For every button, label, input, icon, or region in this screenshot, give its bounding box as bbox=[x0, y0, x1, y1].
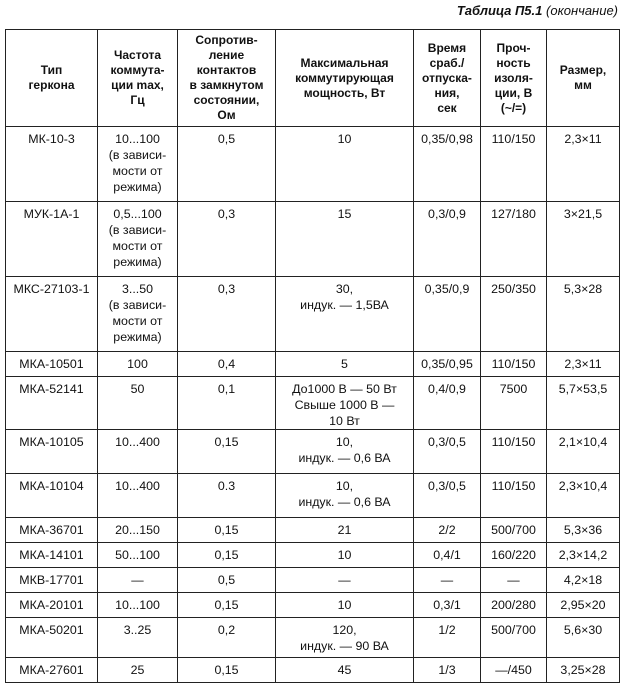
cell-time: 0,35/0,95 bbox=[414, 352, 481, 377]
cell-power bbox=[276, 593, 414, 618]
cell-insulation: 160/220 bbox=[481, 543, 547, 568]
table-row bbox=[6, 518, 620, 543]
cell-frequency bbox=[98, 658, 178, 683]
cell-frequency bbox=[98, 277, 178, 352]
table-row bbox=[6, 543, 620, 568]
header-power bbox=[276, 30, 414, 127]
cell-size: 2,1×10,4 bbox=[547, 430, 620, 474]
cell-time: 0,35/0,98 bbox=[414, 127, 481, 202]
cell-power bbox=[276, 277, 414, 352]
cell-power-line: 21 bbox=[337, 523, 352, 537]
header-line: ции max, bbox=[111, 78, 164, 92]
reed-switch-table bbox=[5, 29, 620, 683]
header-line: Время bbox=[427, 40, 467, 55]
cell-power-line: — bbox=[338, 573, 351, 587]
cell-size: 2,3×14,2 bbox=[547, 543, 620, 568]
cell-power bbox=[276, 618, 414, 658]
cell-resistance: 0,15 bbox=[178, 430, 276, 474]
cell-insulation: — bbox=[481, 568, 547, 593]
cell-time: 0,3/0,5 bbox=[414, 474, 481, 518]
cell-time: 0,4/1 bbox=[414, 543, 481, 568]
cell-size: 5,3×28 bbox=[547, 277, 620, 352]
cell-resistance: 0,1 bbox=[178, 377, 276, 430]
cell-power-line: 10 Вт bbox=[329, 414, 360, 428]
cell-frequency-line: 10...100 bbox=[115, 132, 160, 146]
header-size bbox=[547, 30, 620, 127]
cell-insulation: 500/700 bbox=[481, 618, 547, 658]
cell-power-line: 15 bbox=[337, 207, 352, 221]
cell-power-line: До1000 В — 50 Вт bbox=[292, 382, 397, 396]
table-row bbox=[6, 618, 620, 658]
cell-power-line: 10 bbox=[337, 132, 352, 146]
cell-frequency-line: 10...400 bbox=[115, 479, 160, 493]
cell-frequency-line: 10...400 bbox=[115, 435, 160, 449]
cell-type: МК-10-3 bbox=[6, 127, 98, 202]
header-row bbox=[6, 30, 620, 127]
cell-time: 1/3 bbox=[414, 658, 481, 683]
cell-type: МКА-20101 bbox=[6, 593, 98, 618]
cell-resistance: 0,15 bbox=[178, 518, 276, 543]
table-row bbox=[6, 568, 620, 593]
cell-insulation: 110/150 bbox=[481, 474, 547, 518]
cell-type: МКА-10104 bbox=[6, 474, 98, 518]
cell-frequency-line: 3...50 bbox=[121, 282, 153, 296]
header-line: Тип bbox=[40, 63, 63, 77]
cell-frequency bbox=[98, 593, 178, 618]
header-line: в замкнутом bbox=[189, 78, 264, 92]
table-caption bbox=[457, 3, 618, 18]
header-line: контактов bbox=[196, 63, 257, 77]
header-line: коммута- bbox=[110, 63, 165, 77]
cell-size: 2,3×11 bbox=[547, 127, 620, 202]
cell-frequency-line: мости от bbox=[112, 239, 163, 253]
cell-power bbox=[276, 658, 414, 683]
cell-insulation: —/450 bbox=[481, 658, 547, 683]
header-line: Размер, bbox=[559, 63, 607, 77]
header-type bbox=[6, 30, 98, 127]
cell-power-line: индук. — 90 ВА bbox=[300, 639, 389, 653]
header-line: геркона bbox=[28, 78, 75, 92]
cell-power-line: 120, bbox=[332, 623, 357, 637]
cell-time: 0,3/1 bbox=[414, 593, 481, 618]
cell-power bbox=[276, 474, 414, 518]
cell-size: 4,2×18 bbox=[547, 568, 620, 593]
cell-frequency-line: (в зависи- bbox=[108, 223, 167, 237]
cell-frequency bbox=[98, 377, 178, 430]
cell-frequency-line: 50 bbox=[130, 382, 145, 396]
cell-size: 2,95×20 bbox=[547, 593, 620, 618]
cell-type: МКА-27601 bbox=[6, 658, 98, 683]
cell-power bbox=[276, 543, 414, 568]
cell-frequency-line: 10...100 bbox=[115, 598, 160, 612]
cell-type: МКА-10105 bbox=[6, 430, 98, 474]
cell-frequency-line: 20...150 bbox=[115, 523, 160, 537]
header-line: ление bbox=[208, 48, 245, 62]
header-line: мм bbox=[574, 78, 592, 92]
caption-note: (окончание) bbox=[546, 3, 618, 18]
cell-power-line: 10 bbox=[337, 548, 352, 562]
cell-insulation: 110/150 bbox=[481, 127, 547, 202]
table-row bbox=[6, 658, 620, 683]
cell-insulation: 250/350 bbox=[481, 277, 547, 352]
header-resistance bbox=[178, 30, 276, 127]
header-time bbox=[414, 30, 481, 127]
cell-insulation: 500/700 bbox=[481, 518, 547, 543]
cell-frequency-line: 100 bbox=[127, 357, 148, 371]
cell-power-line: 30, bbox=[335, 282, 354, 296]
cell-power bbox=[276, 568, 414, 593]
cell-type: МКА-10501 bbox=[6, 352, 98, 377]
cell-power-line: индук. — 1,5ВА bbox=[300, 298, 389, 312]
cell-frequency-line: — bbox=[131, 573, 144, 587]
cell-size: 5,6×30 bbox=[547, 618, 620, 658]
header-line: Гц bbox=[130, 93, 145, 107]
cell-frequency-line: режима) bbox=[113, 255, 162, 269]
cell-size: 5,3×36 bbox=[547, 518, 620, 543]
header-insulation bbox=[481, 30, 547, 127]
cell-power bbox=[276, 202, 414, 277]
cell-frequency-line: (в зависи- bbox=[108, 298, 167, 312]
header-line: Максимальная bbox=[300, 55, 389, 70]
cell-resistance: 0,15 bbox=[178, 593, 276, 618]
cell-power bbox=[276, 518, 414, 543]
cell-frequency bbox=[98, 474, 178, 518]
cell-frequency bbox=[98, 352, 178, 377]
header-line: сраб./ bbox=[429, 55, 465, 70]
cell-frequency-line: 25 bbox=[130, 663, 145, 677]
cell-size: 2,3×10,4 bbox=[547, 474, 620, 518]
cell-frequency-line: мости от bbox=[112, 314, 163, 328]
cell-type: МКВ-17701 bbox=[6, 568, 98, 593]
cell-type: МКА-50201 bbox=[6, 618, 98, 658]
cell-resistance: 0.3 bbox=[178, 474, 276, 518]
header-line: сек bbox=[437, 100, 457, 115]
header-line: ции, В bbox=[494, 85, 533, 100]
cell-resistance: 0,5 bbox=[178, 127, 276, 202]
cell-power-line: 10 bbox=[337, 598, 352, 612]
table-row bbox=[6, 277, 620, 352]
cell-frequency-line: 0,5...100 bbox=[113, 207, 162, 221]
cell-power bbox=[276, 352, 414, 377]
header-frequency bbox=[98, 30, 178, 127]
cell-insulation: 110/150 bbox=[481, 430, 547, 474]
header-line: Частота bbox=[113, 48, 162, 62]
table-body bbox=[6, 127, 620, 683]
header-line: Сопротив- bbox=[195, 33, 258, 47]
cell-resistance: 0,4 bbox=[178, 352, 276, 377]
cell-frequency-line: 3..25 bbox=[123, 623, 152, 637]
table-row bbox=[6, 593, 620, 618]
cell-frequency bbox=[98, 127, 178, 202]
cell-resistance: 0,3 bbox=[178, 202, 276, 277]
cell-size: 3,25×28 bbox=[547, 658, 620, 683]
cell-resistance: 0,15 bbox=[178, 658, 276, 683]
cell-power-line: 10, bbox=[335, 435, 354, 449]
cell-resistance: 0,15 bbox=[178, 543, 276, 568]
cell-frequency bbox=[98, 518, 178, 543]
cell-power bbox=[276, 430, 414, 474]
table-row bbox=[6, 377, 620, 430]
cell-power-line: 5 bbox=[341, 357, 348, 371]
cell-power bbox=[276, 127, 414, 202]
cell-time: — bbox=[414, 568, 481, 593]
cell-frequency bbox=[98, 430, 178, 474]
cell-resistance: 0,3 bbox=[178, 277, 276, 352]
cell-time: 0,3/0,9 bbox=[414, 202, 481, 277]
cell-power-line: 45 bbox=[337, 663, 352, 677]
cell-time: 0,3/0,5 bbox=[414, 430, 481, 474]
caption-title: Таблица П5.1 bbox=[456, 3, 543, 18]
cell-frequency-line: (в зависи- bbox=[108, 148, 167, 162]
cell-type: МКА-52141 bbox=[6, 377, 98, 430]
cell-frequency bbox=[98, 618, 178, 658]
cell-insulation: 200/280 bbox=[481, 593, 547, 618]
cell-power-line: индук. — 0,6 ВА bbox=[298, 451, 391, 465]
cell-size: 3×21,5 bbox=[547, 202, 620, 277]
table-row bbox=[6, 474, 620, 518]
table-row bbox=[6, 430, 620, 474]
cell-power-line: индук. — 0,6 ВА bbox=[298, 495, 391, 509]
cell-frequency bbox=[98, 568, 178, 593]
cell-insulation: 127/180 bbox=[481, 202, 547, 277]
header-line: (~/=) bbox=[500, 100, 527, 115]
header-line: отпуска- bbox=[422, 70, 472, 85]
table-row bbox=[6, 352, 620, 377]
header-line: мощность, Вт bbox=[303, 85, 386, 100]
cell-type: МКС-27103-1 bbox=[6, 277, 98, 352]
header-line: Ом bbox=[217, 108, 236, 122]
header-line: Проч- bbox=[496, 40, 531, 55]
header-line: ния, bbox=[434, 85, 460, 100]
cell-frequency bbox=[98, 543, 178, 568]
cell-type: МУК-1А-1 bbox=[6, 202, 98, 277]
cell-type: МКА-36701 bbox=[6, 518, 98, 543]
header-line: изоля- bbox=[494, 70, 533, 85]
cell-size: 2,3×11 bbox=[547, 352, 620, 377]
table-row bbox=[6, 202, 620, 277]
cell-frequency-line: 50...100 bbox=[115, 548, 160, 562]
cell-frequency bbox=[98, 202, 178, 277]
cell-insulation: 7500 bbox=[481, 377, 547, 430]
cell-time: 0,35/0,9 bbox=[414, 277, 481, 352]
cell-power bbox=[276, 377, 414, 430]
cell-time: 2/2 bbox=[414, 518, 481, 543]
cell-insulation: 110/150 bbox=[481, 352, 547, 377]
table-row bbox=[6, 127, 620, 202]
cell-resistance: 0,5 bbox=[178, 568, 276, 593]
cell-frequency-line: мости от bbox=[112, 164, 163, 178]
cell-power-line: 10, bbox=[335, 479, 354, 493]
cell-time: 0,4/0,9 bbox=[414, 377, 481, 430]
cell-frequency-line: режима) bbox=[113, 180, 162, 194]
header-line: ность bbox=[496, 55, 531, 70]
cell-type: МКА-14101 bbox=[6, 543, 98, 568]
cell-size: 5,7×53,5 bbox=[547, 377, 620, 430]
cell-frequency-line: режима) bbox=[113, 330, 162, 344]
cell-time: 1/2 bbox=[414, 618, 481, 658]
cell-power-line: Свыше 1000 В — bbox=[294, 398, 395, 412]
cell-resistance: 0,2 bbox=[178, 618, 276, 658]
header-line: состоянии, bbox=[193, 93, 260, 107]
header-line: коммутирующая bbox=[295, 70, 394, 85]
